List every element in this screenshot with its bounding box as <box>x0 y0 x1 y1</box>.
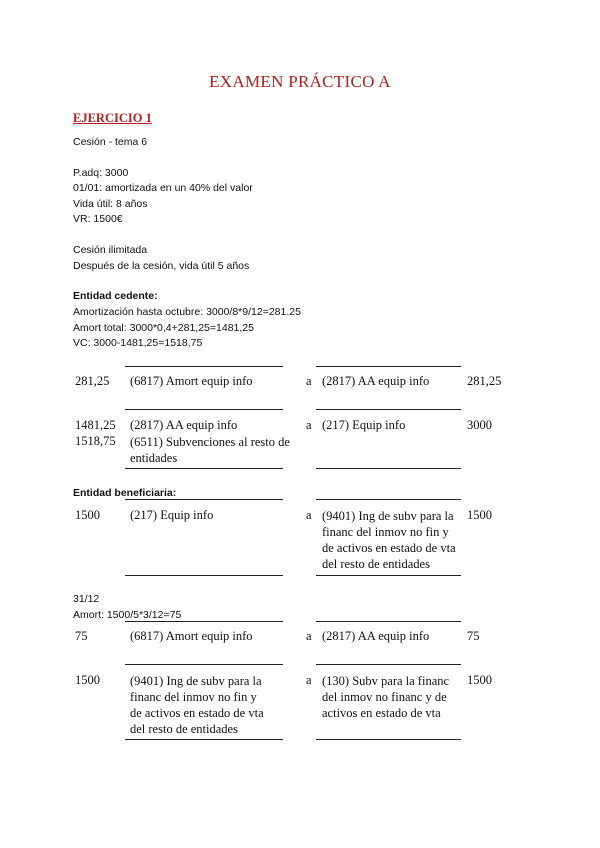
entry-3-amount-credit: 1500 <box>467 508 492 522</box>
entry-4-a: a <box>306 629 312 643</box>
cedente-line-3: VC: 3000-1481,25=1518,75 <box>73 337 203 349</box>
entry-3-debit: (217) Equip info <box>130 508 214 522</box>
entry-1-a: a <box>306 374 312 388</box>
entry-1-top-credit-line <box>316 366 461 367</box>
entry-4-debit: (6817) Amort equip info <box>130 629 253 643</box>
vr-line: VR: 1500€ <box>73 213 123 225</box>
entry-2-amount-credit: 3000 <box>467 418 492 432</box>
exercise-heading: EJERCICIO 1 <box>73 111 152 125</box>
entry-5-bottom-debit-line <box>125 739 283 740</box>
despues-line: Después de la cesión, vida útil 5 años <box>73 260 250 272</box>
entry-1-bottom-credit-line <box>316 409 461 410</box>
amort-pct-line: 01/01: amortizada en un 40% del valor <box>73 182 253 194</box>
topic-line: Cesión - tema 6 <box>73 136 148 148</box>
entry-4-top-credit-line <box>316 621 461 622</box>
entry-5-bottom-credit-line <box>316 739 461 740</box>
dec-amort: Amort: 1500/5*3/12=75 <box>73 609 182 621</box>
dec-date: 31/12 <box>73 593 100 605</box>
entry-3-credit: (9401) Ing de subv para la financ del inmov no fin y de activos en estado de vta del resto de entidades <box>322 509 456 571</box>
entry-1-debit: (6817) Amort equip info <box>130 374 253 388</box>
entry-3-top-credit-line <box>316 499 461 500</box>
cesion-line: Cesión ilimitada <box>73 244 148 256</box>
entry-2-amount-b: 1518,75 <box>75 434 116 448</box>
entry-5-credit: (130) Subv para la financ del inmov no financ y de activos en estado de vta <box>322 674 450 720</box>
vida-line: Vida útil: 8 años <box>73 198 148 210</box>
entry-1-amount-credit: 281,25 <box>467 374 502 388</box>
cedente-line-2: Amort total: 3000*0,4+281,25=1481,25 <box>73 322 254 334</box>
entry-1-top-debit-line <box>125 366 283 367</box>
cedente-line-1: Amortización hasta octubre: 3000/8*9/12=281.25 <box>73 306 301 318</box>
entry-1-credit: (2817) AA equip info <box>322 374 430 388</box>
entry-5-amount: 1500 <box>75 673 100 687</box>
padq-line: P.adq: 3000 <box>73 167 129 179</box>
entry-3-top-debit-line <box>125 499 283 500</box>
entry-3-a: a <box>306 508 312 522</box>
page-title: EXAMEN PRÁCTICO A <box>209 72 391 91</box>
cedente-label: Entidad cedente: <box>73 290 158 302</box>
entry-2-a: a <box>306 418 312 432</box>
entry-3-amount: 1500 <box>75 508 100 522</box>
entry-4-amount-credit: 75 <box>467 629 480 643</box>
entry-2-bottom-debit-line <box>125 468 283 469</box>
entry-4-amount: 75 <box>75 629 88 643</box>
entry-3-bottom-debit-line <box>125 575 283 576</box>
entry-2-debit-b: (6511) Subvenciones al resto de entidades <box>130 435 290 465</box>
entry-4-bottom-debit-line <box>125 664 283 665</box>
entry-2-debit-a: (2817) AA equip info <box>130 418 238 432</box>
entry-4-top-debit-line <box>125 621 283 622</box>
entry-5-debit: (9401) Ing de subv para la financ del inmov no fin y de activos en estado de vta del resto de entidades <box>130 674 264 736</box>
entry-5-a: a <box>306 673 312 687</box>
entry-5-amount-credit: 1500 <box>467 673 492 687</box>
entry-3-bottom-credit-line <box>316 575 461 576</box>
beneficiaria-label: Entidad beneficiaria: <box>73 487 177 499</box>
entry-2-bottom-credit-line <box>316 468 461 469</box>
entry-4-credit: (2817) AA equip info <box>322 629 430 643</box>
entry-2-amount-a: 1481,25 <box>75 418 116 432</box>
entry-4-bottom-credit-line <box>316 664 461 665</box>
entry-2-credit: (217) Equip info <box>322 418 406 432</box>
entry-1-amount: 281,25 <box>75 374 110 388</box>
entry-1-bottom-debit-line <box>125 409 283 410</box>
